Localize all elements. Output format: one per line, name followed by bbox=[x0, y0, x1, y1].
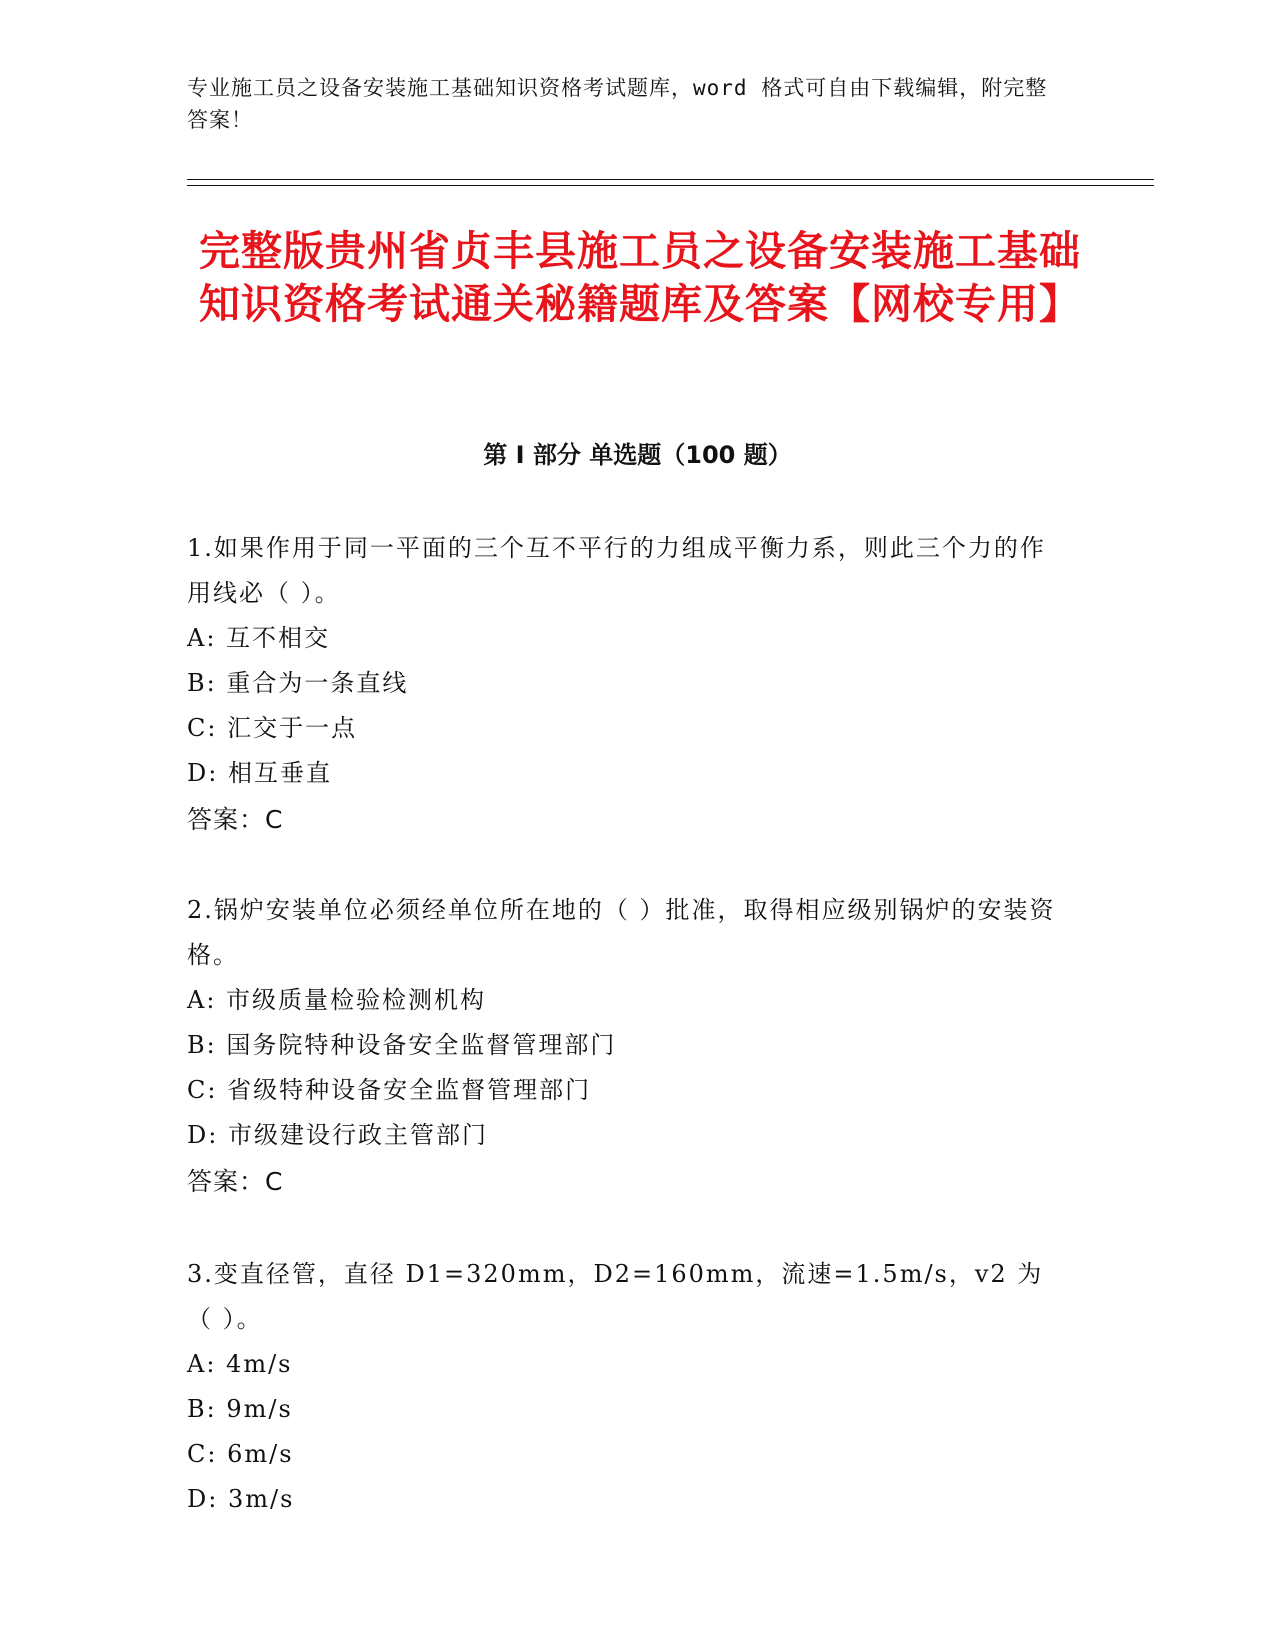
option-d: D: 相互垂直 bbox=[187, 759, 332, 787]
option-a: A: 4m/s bbox=[187, 1350, 293, 1378]
header-note: 专业施工员之设备安装施工基础知识资格考试题库，word 格式可自由下载编辑，附完整答案！ bbox=[187, 76, 1048, 132]
option-c: C: 汇交于一点 bbox=[187, 714, 358, 742]
option-d: D: 市级建设行政主管部门 bbox=[187, 1121, 488, 1149]
option-b: B: 重合为一条直线 bbox=[187, 669, 409, 697]
question-1 bbox=[187, 526, 1067, 844]
option-c: C: 省级特种设备安全监督管理部门 bbox=[187, 1076, 592, 1104]
question-2 bbox=[187, 888, 1067, 1206]
answer: 答案：C bbox=[187, 1167, 284, 1196]
option-d: D: 3m/s bbox=[187, 1485, 295, 1513]
question-text: 2.锅炉安装单位必须经单位所在地的（ ）批准，取得相应级别锅炉的安装资格。 bbox=[187, 896, 1056, 969]
question-text: 3.变直径管，直径 D1=320mm，D2=160mm，流速=1.5m/s，v2 为（ ）。 bbox=[187, 1260, 1044, 1333]
header-rule-bottom bbox=[187, 185, 1154, 186]
option-a: A: 市级质量检验检测机构 bbox=[187, 986, 487, 1014]
header-rule-top bbox=[187, 179, 1154, 180]
section-title: 第 I 部分 单选题（100 题） bbox=[483, 441, 792, 469]
question-text: 1.如果作用于同一平面的三个互不平行的力组成平衡力系，则此三个力的作用线必（ ）。 bbox=[187, 534, 1046, 607]
option-b: B: 9m/s bbox=[187, 1395, 293, 1423]
question-3 bbox=[187, 1252, 1067, 1522]
document-title: 完整版贵州省贞丰县施工员之设备安装施工基础知识资格考试通关秘籍题库及答案【网校专用】 bbox=[199, 227, 1081, 328]
option-a: A: 互不相交 bbox=[187, 624, 331, 652]
answer: 答案：C bbox=[187, 805, 284, 834]
option-c: C: 6m/s bbox=[187, 1440, 294, 1468]
option-b: B: 国务院特种设备安全监督管理部门 bbox=[187, 1031, 617, 1059]
